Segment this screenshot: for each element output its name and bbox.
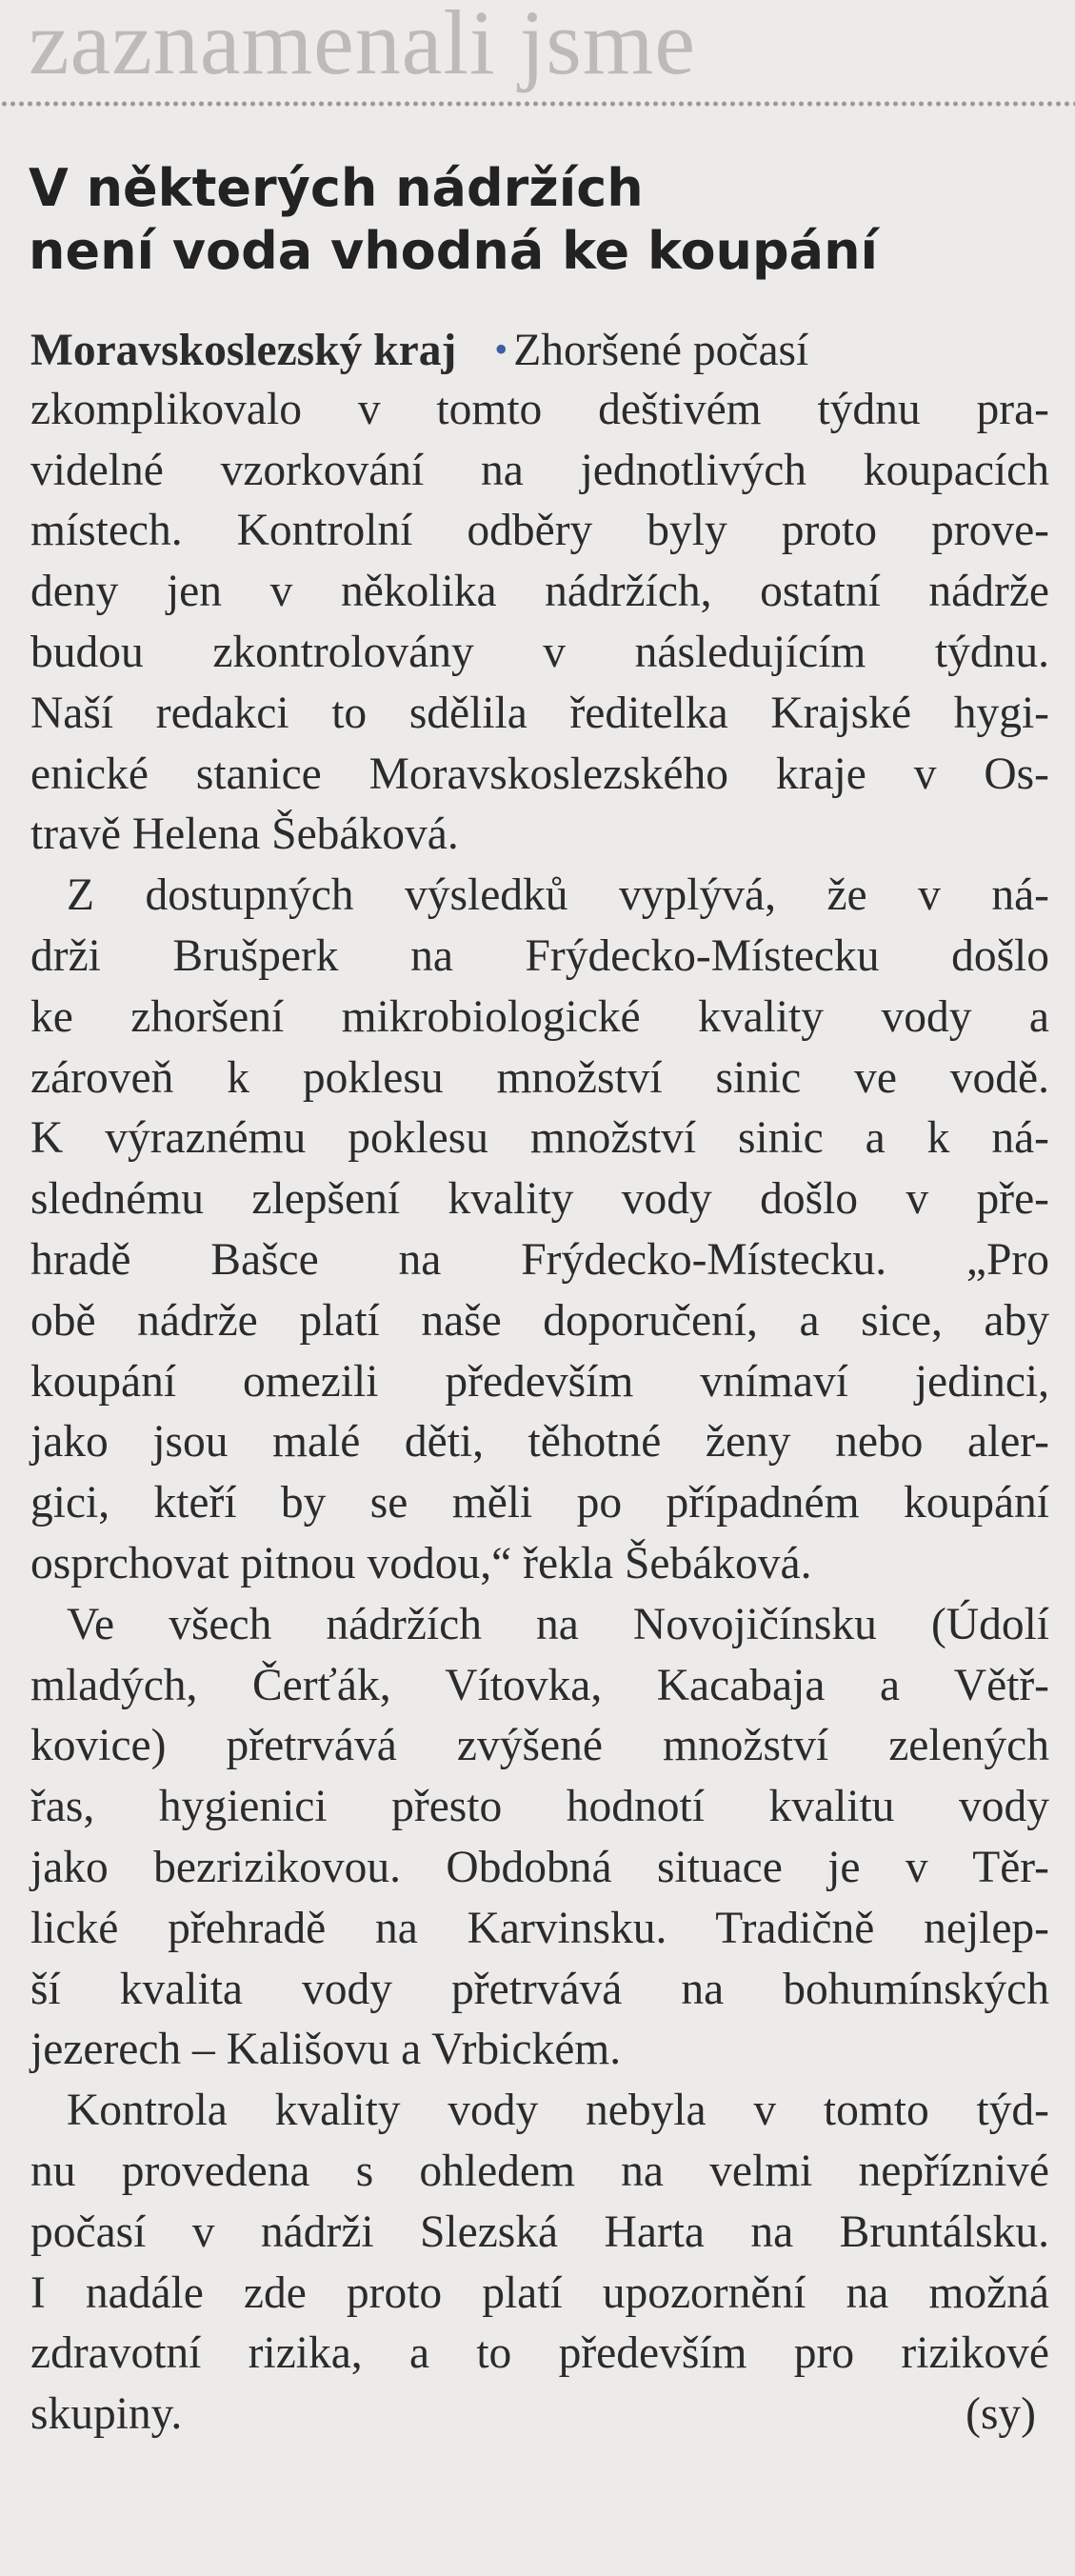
bullet-icon: •	[494, 328, 508, 370]
headline-line-1: V některých nádržích	[29, 158, 644, 218]
article-line: Naší redakci to sdělila ředitelka Krajské hygi-	[30, 688, 1049, 738]
section-header	[0, 0, 1075, 105]
article-line: Zhoršené počasí	[513, 326, 809, 375]
headline-line-2: není voda vhodná ke koupání	[29, 221, 879, 281]
article-line: nu provedena s ohledem na velmi nepříznivé	[30, 2146, 1049, 2196]
article-line: osprchovat pitnou vodou,“ řekla Šebáková.	[30, 1538, 812, 1588]
article-line: lické přehradě na Karvinsku. Tradičně nejlep-	[30, 1903, 1049, 1953]
article-body	[30, 319, 1049, 2446]
article-line: jako jsou malé děti, těhotné ženy nebo aler-	[30, 1417, 1049, 1468]
article-line: Z dostupných výsledků vyplývá, že v ná-	[67, 870, 1049, 921]
article-line: enické stanice Moravskoslezského kraje v Os-	[30, 749, 1049, 799]
article-line: obě nádrže platí naše doporučení, a sice, aby	[30, 1295, 1049, 1346]
article-line: zdravotní rizika, a to především pro rizikové	[30, 2328, 1049, 2379]
article-line: deny jen v několika nádržích, ostatní nádrže	[30, 567, 1049, 617]
article-headline	[29, 157, 1057, 283]
article-line: počasí v nádrži Slezská Harta na Bruntálsku.	[30, 2207, 1049, 2257]
article-line: travě Helena Šebáková.	[30, 809, 459, 860]
dateline: Moravskoslezský kraj	[30, 326, 457, 375]
article-first-line	[30, 319, 1049, 380]
article-line: zkomplikovalo v tomto deštivém týdnu pra-	[30, 384, 1049, 434]
author-signature: (sy)	[966, 2389, 1036, 2440]
article-line: koupání omezili především vnímaví jedinci,	[30, 1356, 1049, 1407]
section-label: zaznamenali jsme	[29, 0, 696, 93]
closing-word: skupiny.	[30, 2389, 183, 2440]
article-line: K výraznému poklesu množství sinic a k ná-	[30, 1113, 1049, 1164]
article-line: jako bezrizikovou. Obdobná situace je v Těr-	[30, 1842, 1049, 1892]
dotted-divider	[0, 99, 1075, 109]
article-line: řas, hygienici přesto hodnotí kvalitu vody	[30, 1782, 1049, 1832]
article-lines	[30, 380, 1049, 2385]
article-line: Ve všech nádržích na Novojičínsku (Údolí	[67, 1599, 1049, 1649]
article-line: hradě Bašce na Frýdecko-Místecku. „Pro	[30, 1234, 1049, 1285]
article-line: zároveň k poklesu množství sinic ve vodě.	[30, 1052, 1049, 1103]
article-closing-line	[30, 2385, 1049, 2446]
article-line: gici, kteří by se měli po případném koupání	[30, 1478, 1049, 1528]
article-line: I nadále zde proto platí upozornění na možná	[30, 2267, 1049, 2318]
article-line: mladých, Čerťák, Vítovka, Kacabaja a Větř-	[30, 1660, 1049, 1710]
article-line: místech. Kontrolní odběry byly proto prove-	[30, 506, 1049, 556]
article-line: kovice) přetrvává zvýšené množství zelených	[30, 1721, 1049, 1771]
article-line: ke zhoršení mikrobiologické kvality vody a	[30, 991, 1049, 1042]
article-line: ší kvalita vody přetrvává na bohumínských	[30, 1964, 1049, 2014]
article-line: jezerech – Kališovu a Vrbickém.	[30, 2025, 622, 2075]
article-line: budou zkontrolovány v následujícím týdnu.	[30, 627, 1049, 677]
article-line: slednému zlepšení kvality vody došlo v pře-	[30, 1174, 1049, 1225]
article-line: Kontrola kvality vody nebyla v tomto týd-	[67, 2086, 1049, 2136]
article-line: videlné vzorkování na jednotlivých koupacích	[30, 445, 1049, 495]
article-line: drži Brušperk na Frýdecko-Místecku došlo	[30, 930, 1049, 981]
